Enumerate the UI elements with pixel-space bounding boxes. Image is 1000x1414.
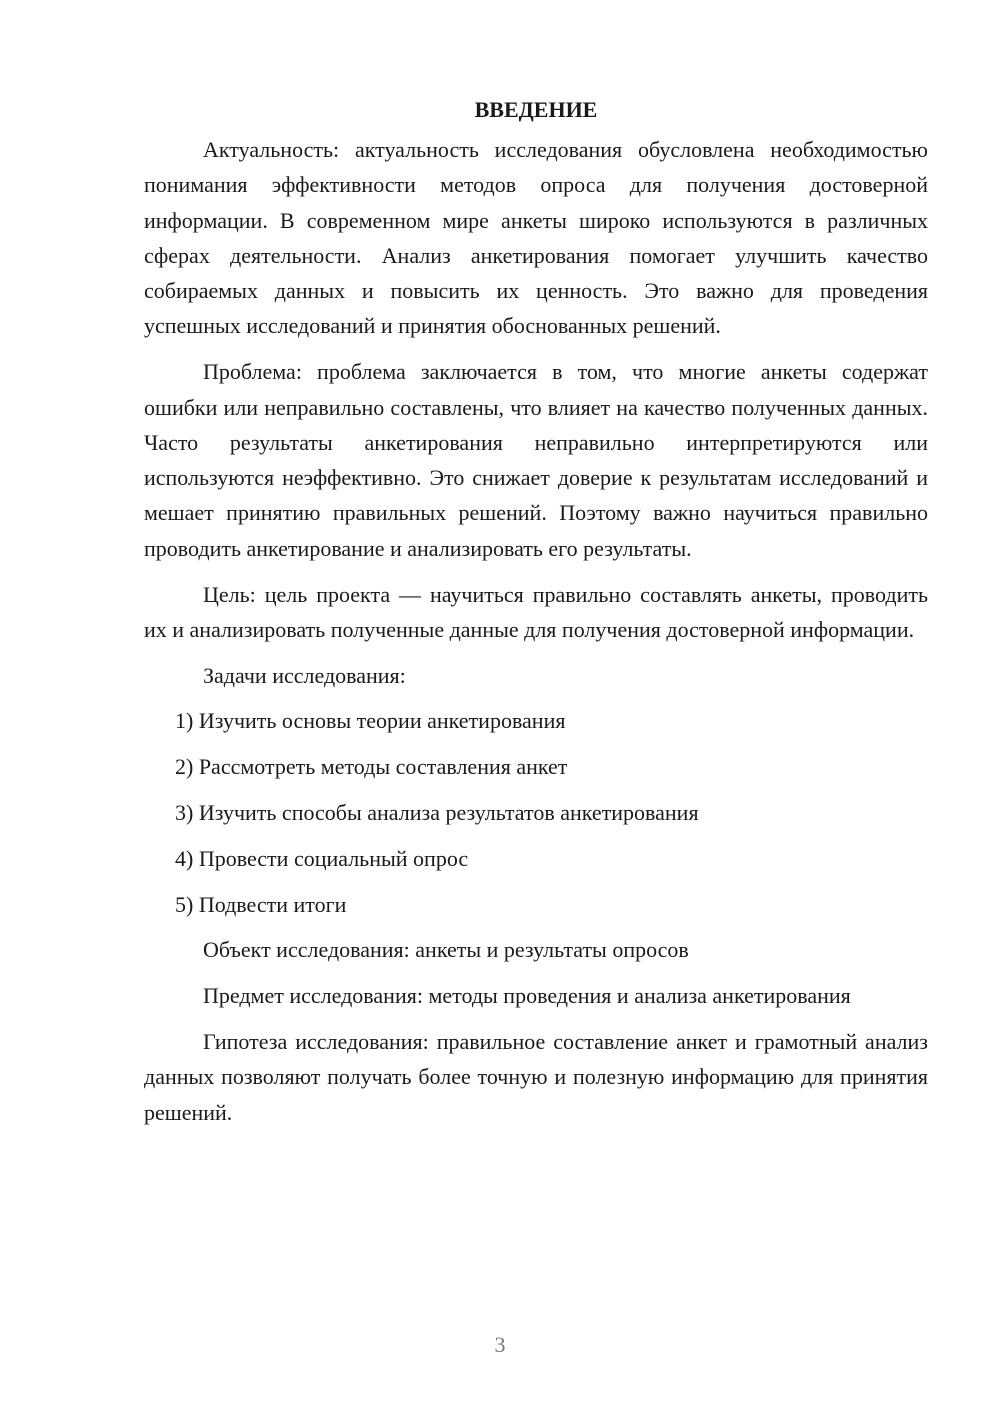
list-item: 2) Рассмотреть методы составления анкет <box>175 754 568 780</box>
subject-paragraph: Предмет исследования: методы проведения и анализа анкетирования <box>203 983 851 1009</box>
hypothesis-paragraph: Гипотеза исследования: правильное составление анкет и грамотный анализ данных позволяют получать более точную и полезную информацию для принятия решений. <box>144 1029 928 1125</box>
tasks-list <box>144 703 928 921</box>
list-item: 1) Изучить основы теории анкетирования <box>175 708 566 734</box>
list-item: 5) Подвести итоги <box>175 891 347 917</box>
tasks-heading: Задачи исследования: <box>203 662 406 688</box>
page-content <box>144 92 928 1140</box>
relevance-paragraph: Актуальность: актуальность исследования обусловлена необходимостью понимания эффективности методов опроса для получения достоверной информации. В современном мире анкеты широко используются в различных сферах деятельности. Анализ анкетирования помогает улучшить качество собираемых данных и повысить их ценность. Это важно для проведения успешных исследований и принятия обоснованных решений. <box>144 137 928 339</box>
section-title: ВВЕДЕНИЕ <box>474 97 598 122</box>
page-number: 3 <box>494 1332 506 1357</box>
problem-paragraph: Проблема: проблема заключается в том, что многие анкеты содержат ошибки или неправильно составлены, что влияет на качество полученных данных. Часто результаты анкетирования неправильно интерпретируются или используются неэффективно. Это снижает доверие к результатам исследований и мешает принятию правильных решений. Поэтому важно научиться правильно проводить анкетирование и анализировать его результаты. <box>144 359 928 561</box>
object-paragraph: Объект исследования: анкеты и результаты опросов <box>203 937 689 963</box>
list-item: 3) Изучить способы анализа результатов анкетирования <box>175 800 699 826</box>
goal-paragraph: Цель: цель проекта — научиться правильно составлять анкеты, проводить их и анализировать полученные данные для получения достоверной информации. <box>144 581 928 642</box>
list-item: 4) Провести социальный опрос <box>175 845 469 871</box>
